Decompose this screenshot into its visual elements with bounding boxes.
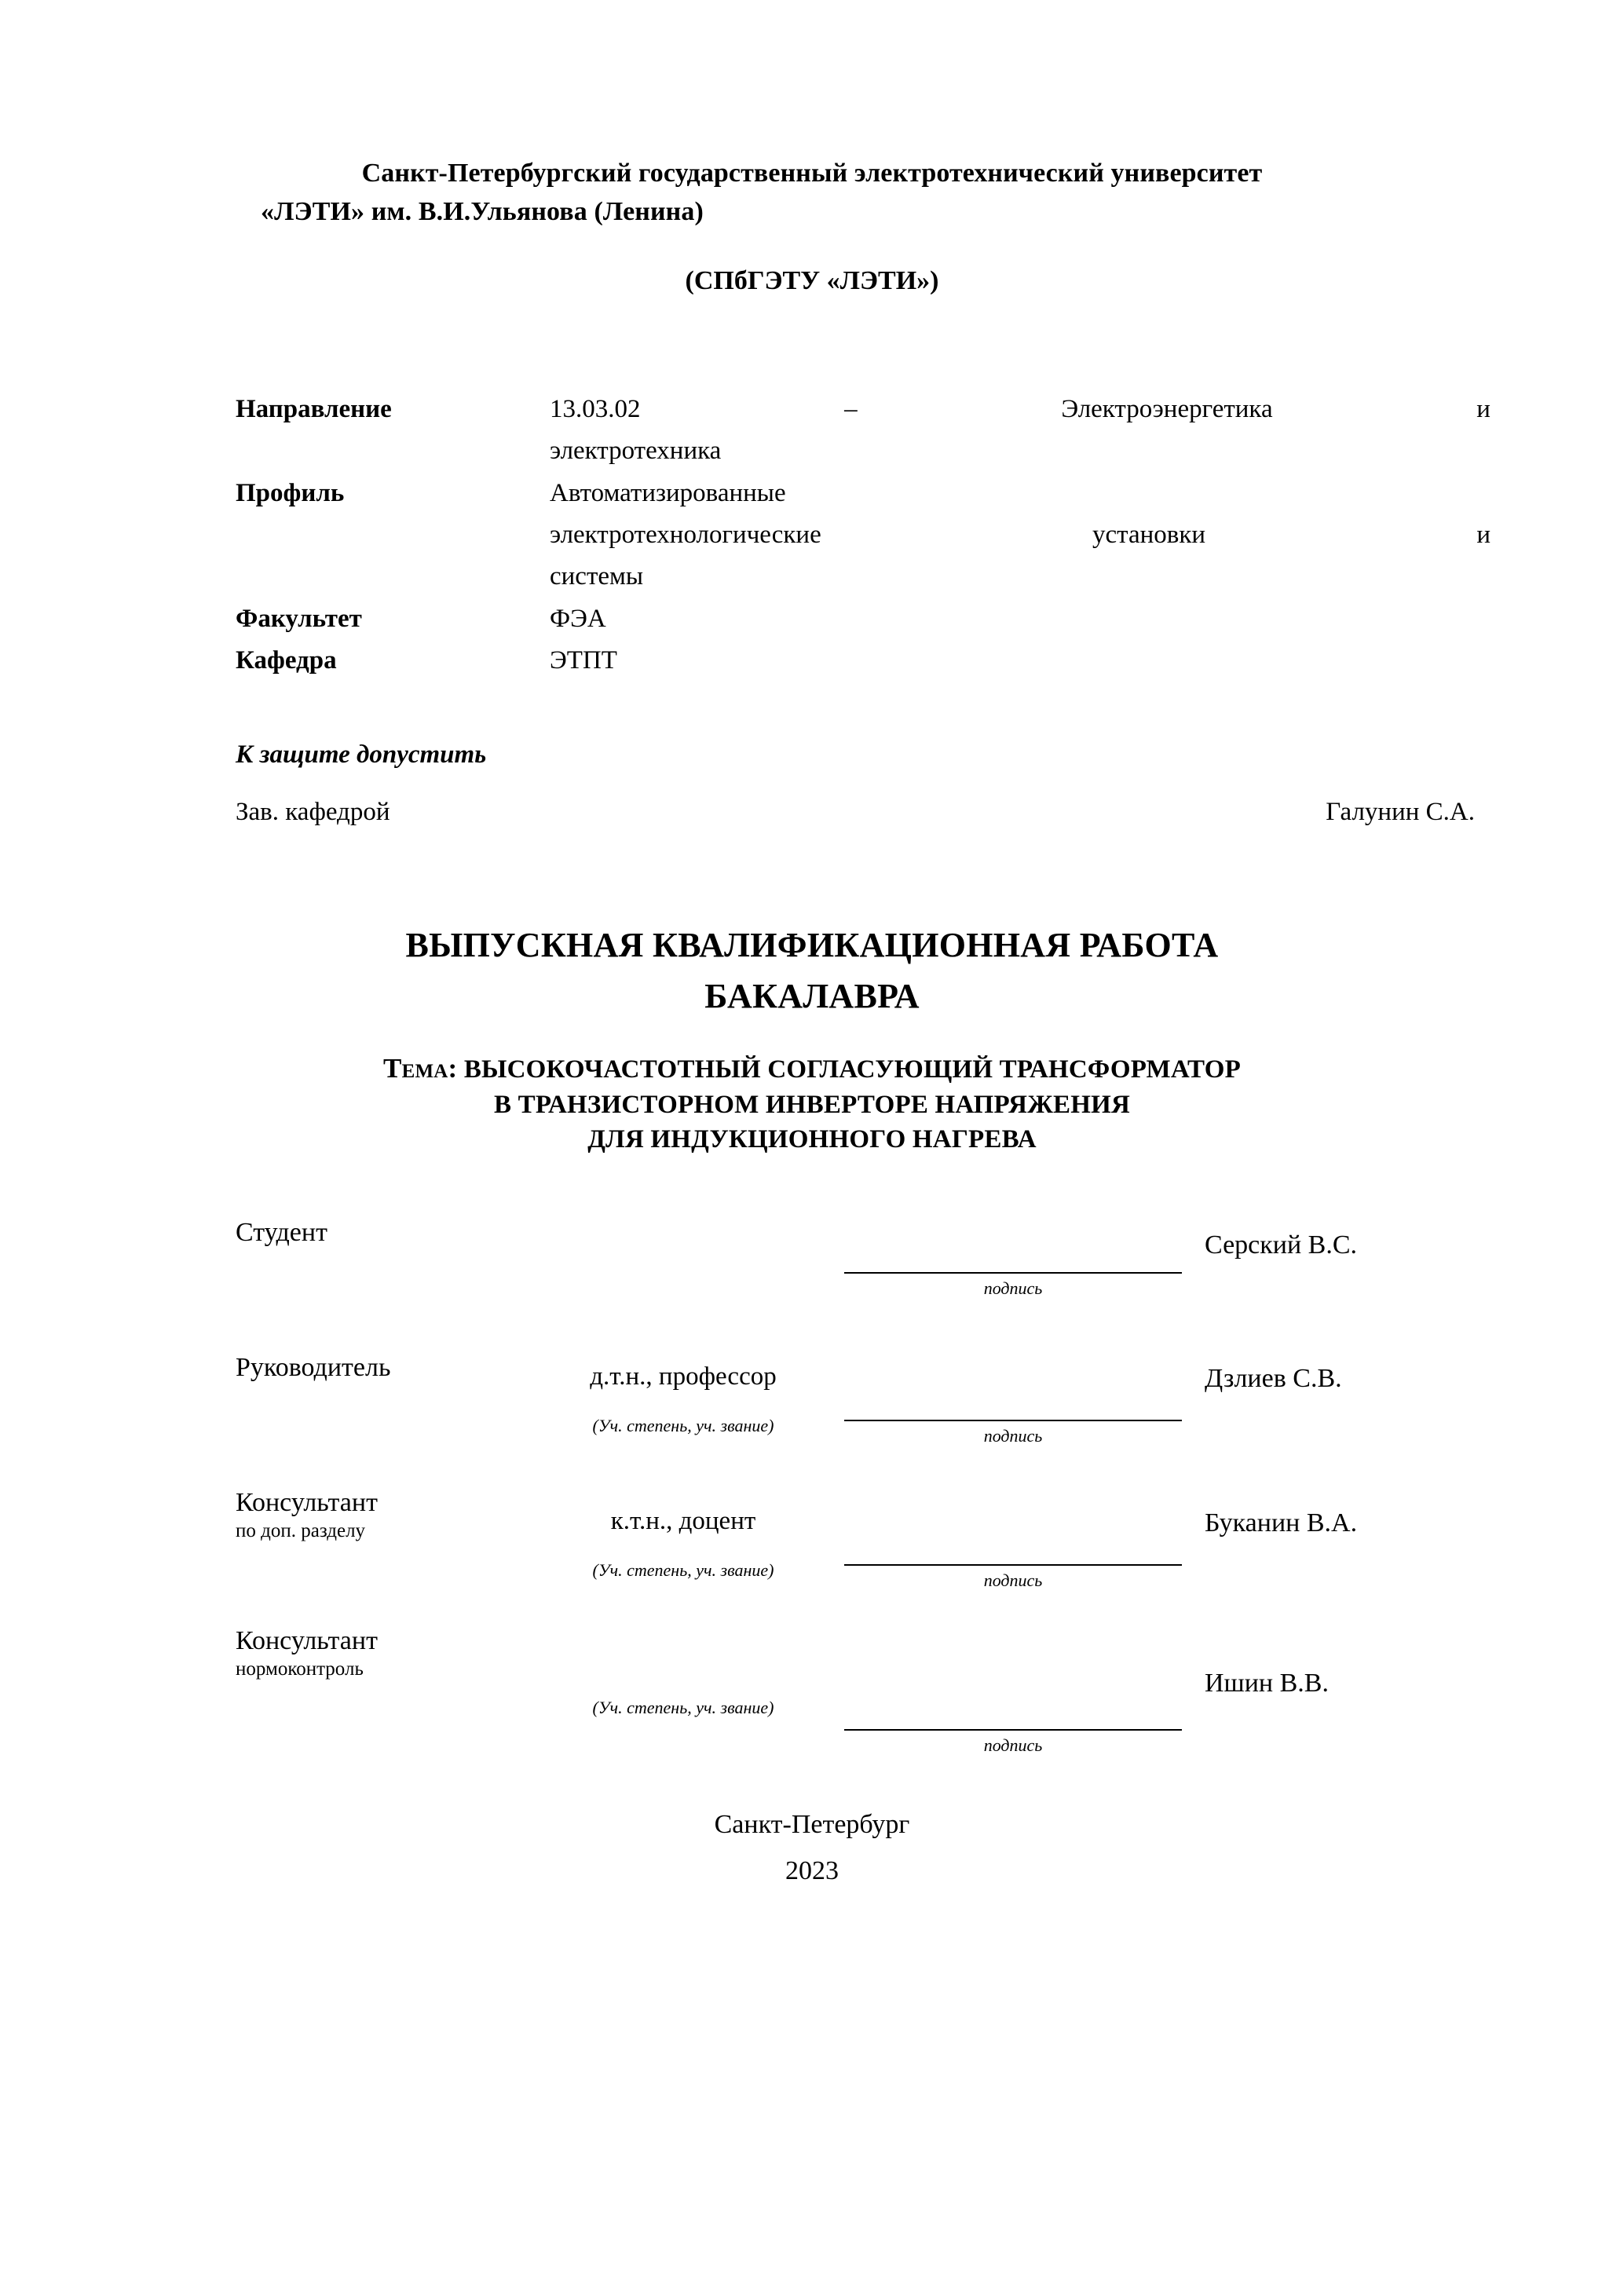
role-supervisor: Руководитель [236, 1352, 391, 1382]
direction-name: Электроэнергетика [1061, 394, 1273, 423]
document-footer [0, 1801, 1624, 1895]
degree-supervisor [526, 1352, 840, 1437]
theme-line3: ДЛЯ ИНДУКЦИОННОГО НАГРЕВА [587, 1125, 1037, 1154]
document-header [0, 154, 1624, 296]
signature-caption: подпись [983, 1570, 1043, 1590]
university-short-name: (СПбГЭТУ «ЛЭТИ») [685, 265, 939, 295]
year-label: 2023 [785, 1856, 839, 1886]
admission-head-row [236, 798, 1475, 827]
profile-line2-part1: электротехнологические [550, 520, 821, 549]
theme-line2: В ТРАНЗИСТОРНОМ ИНВЕРТОРЕ НАПРЯЖЕНИЯ [493, 1090, 1131, 1119]
profile-value [550, 473, 1490, 598]
theme-line1: ВЫСОКОЧАСТОТНЫЙ СОГЛАСУЮЩИЙ ТРАНСФОРМАТОР [463, 1055, 1241, 1084]
profile-line3: системы [550, 562, 644, 591]
head-of-department-name: Галунин С.А. [1326, 797, 1475, 826]
degree-caption-consultant-section: (Уч. степень, уч. звание) [592, 1560, 774, 1581]
direction-dash: – [844, 394, 858, 423]
signature-line[interactable] [844, 1528, 1182, 1566]
signature-table [0, 1217, 1624, 1756]
head-of-department-label: Зав. кафедрой [236, 797, 390, 826]
admission-block [0, 740, 1624, 827]
person-consultant-normcontrol: Ишин В.В. [1205, 1668, 1329, 1698]
signature-row-supervisor [236, 1352, 1483, 1451]
direction-label: Направление [236, 394, 392, 423]
direction-conjunction: и [1476, 394, 1490, 423]
person-consultant-section: Буканин В.А. [1205, 1508, 1358, 1537]
role-consultant-normcontrol [236, 1622, 526, 1683]
signature-row-student [236, 1217, 1483, 1316]
signature-field-consultant-normcontrol[interactable] [840, 1622, 1186, 1756]
person-supervisor: Дзлиев С.В. [1205, 1363, 1342, 1393]
admission-note: К защите допустить [236, 740, 487, 769]
degree-caption-consultant-normcontrol: (Уч. степень, уч. звание) [592, 1697, 774, 1717]
profile-label: Профиль [236, 478, 345, 507]
info-row-department [236, 640, 1490, 682]
role-consultant-section-title: Консультант [236, 1487, 378, 1517]
profile-line2-part3: и [1476, 520, 1490, 549]
signature-line[interactable] [844, 1384, 1182, 1421]
signature-field-consultant-section[interactable] [840, 1484, 1186, 1591]
info-row-profile [236, 473, 1490, 598]
direction-name-line2: электротехника [550, 437, 722, 466]
signature-field-supervisor[interactable] [840, 1352, 1186, 1446]
degree-supervisor-text: д.т.н., профессор [590, 1362, 777, 1391]
department-label: Кафедра [236, 646, 337, 675]
degree-consultant-normcontrol [526, 1622, 840, 1718]
role-consultant-normcontrol-subtitle: нормоконтроль [236, 1658, 364, 1680]
university-name-line2: «ЛЭТИ» им. В.И.Ульянова (Ленина) [261, 197, 704, 227]
degree-caption-supervisor: (Уч. степень, уч. звание) [592, 1416, 774, 1436]
person-student: Серский В.С. [1205, 1230, 1358, 1260]
role-consultant-section-subtitle: по доп. разделу [236, 1520, 366, 1542]
theme-label: Тема: [383, 1052, 458, 1084]
profile-line1: Автоматизированные [550, 478, 786, 507]
city-label: Санкт-Петербург [714, 1809, 910, 1839]
degree-consultant-section [526, 1484, 840, 1581]
signature-line[interactable] [844, 1236, 1182, 1274]
info-row-faculty [236, 598, 1490, 640]
role-consultant-section [236, 1484, 526, 1545]
university-name-line1: Санкт-Петербургский государственный электротехнический университет [361, 159, 1263, 188]
role-student: Студент [236, 1217, 327, 1247]
faculty-value: ФЭА [550, 604, 606, 633]
thesis-title-line2: БАКАЛАВРА [704, 976, 920, 1015]
faculty-label: Факультет [236, 604, 362, 633]
direction-code: 13.03.02 [550, 394, 641, 423]
profile-line2-part2: установки [1092, 520, 1206, 549]
signature-caption: подпись [983, 1425, 1043, 1446]
program-info [0, 389, 1624, 682]
thesis-theme [181, 1050, 1443, 1157]
signature-caption: подпись [983, 1735, 1043, 1755]
degree-consultant-section-text: к.т.н., доцент [610, 1506, 756, 1535]
signature-line[interactable] [844, 1693, 1182, 1731]
thesis-title-line1: ВЫПУСКНАЯ КВАЛИФИКАЦИОННАЯ РАБОТА [405, 925, 1219, 964]
direction-value [550, 389, 1490, 473]
info-row-direction [236, 389, 1490, 473]
department-value: ЭТПТ [550, 646, 617, 675]
signature-caption: подпись [983, 1278, 1043, 1298]
role-consultant-normcontrol-title: Консультант [236, 1625, 378, 1655]
signature-row-consultant-normcontrol [236, 1622, 1483, 1756]
thesis-title-block [0, 919, 1624, 1157]
signature-field-student[interactable] [840, 1217, 1186, 1299]
signature-row-consultant-section [236, 1484, 1483, 1591]
